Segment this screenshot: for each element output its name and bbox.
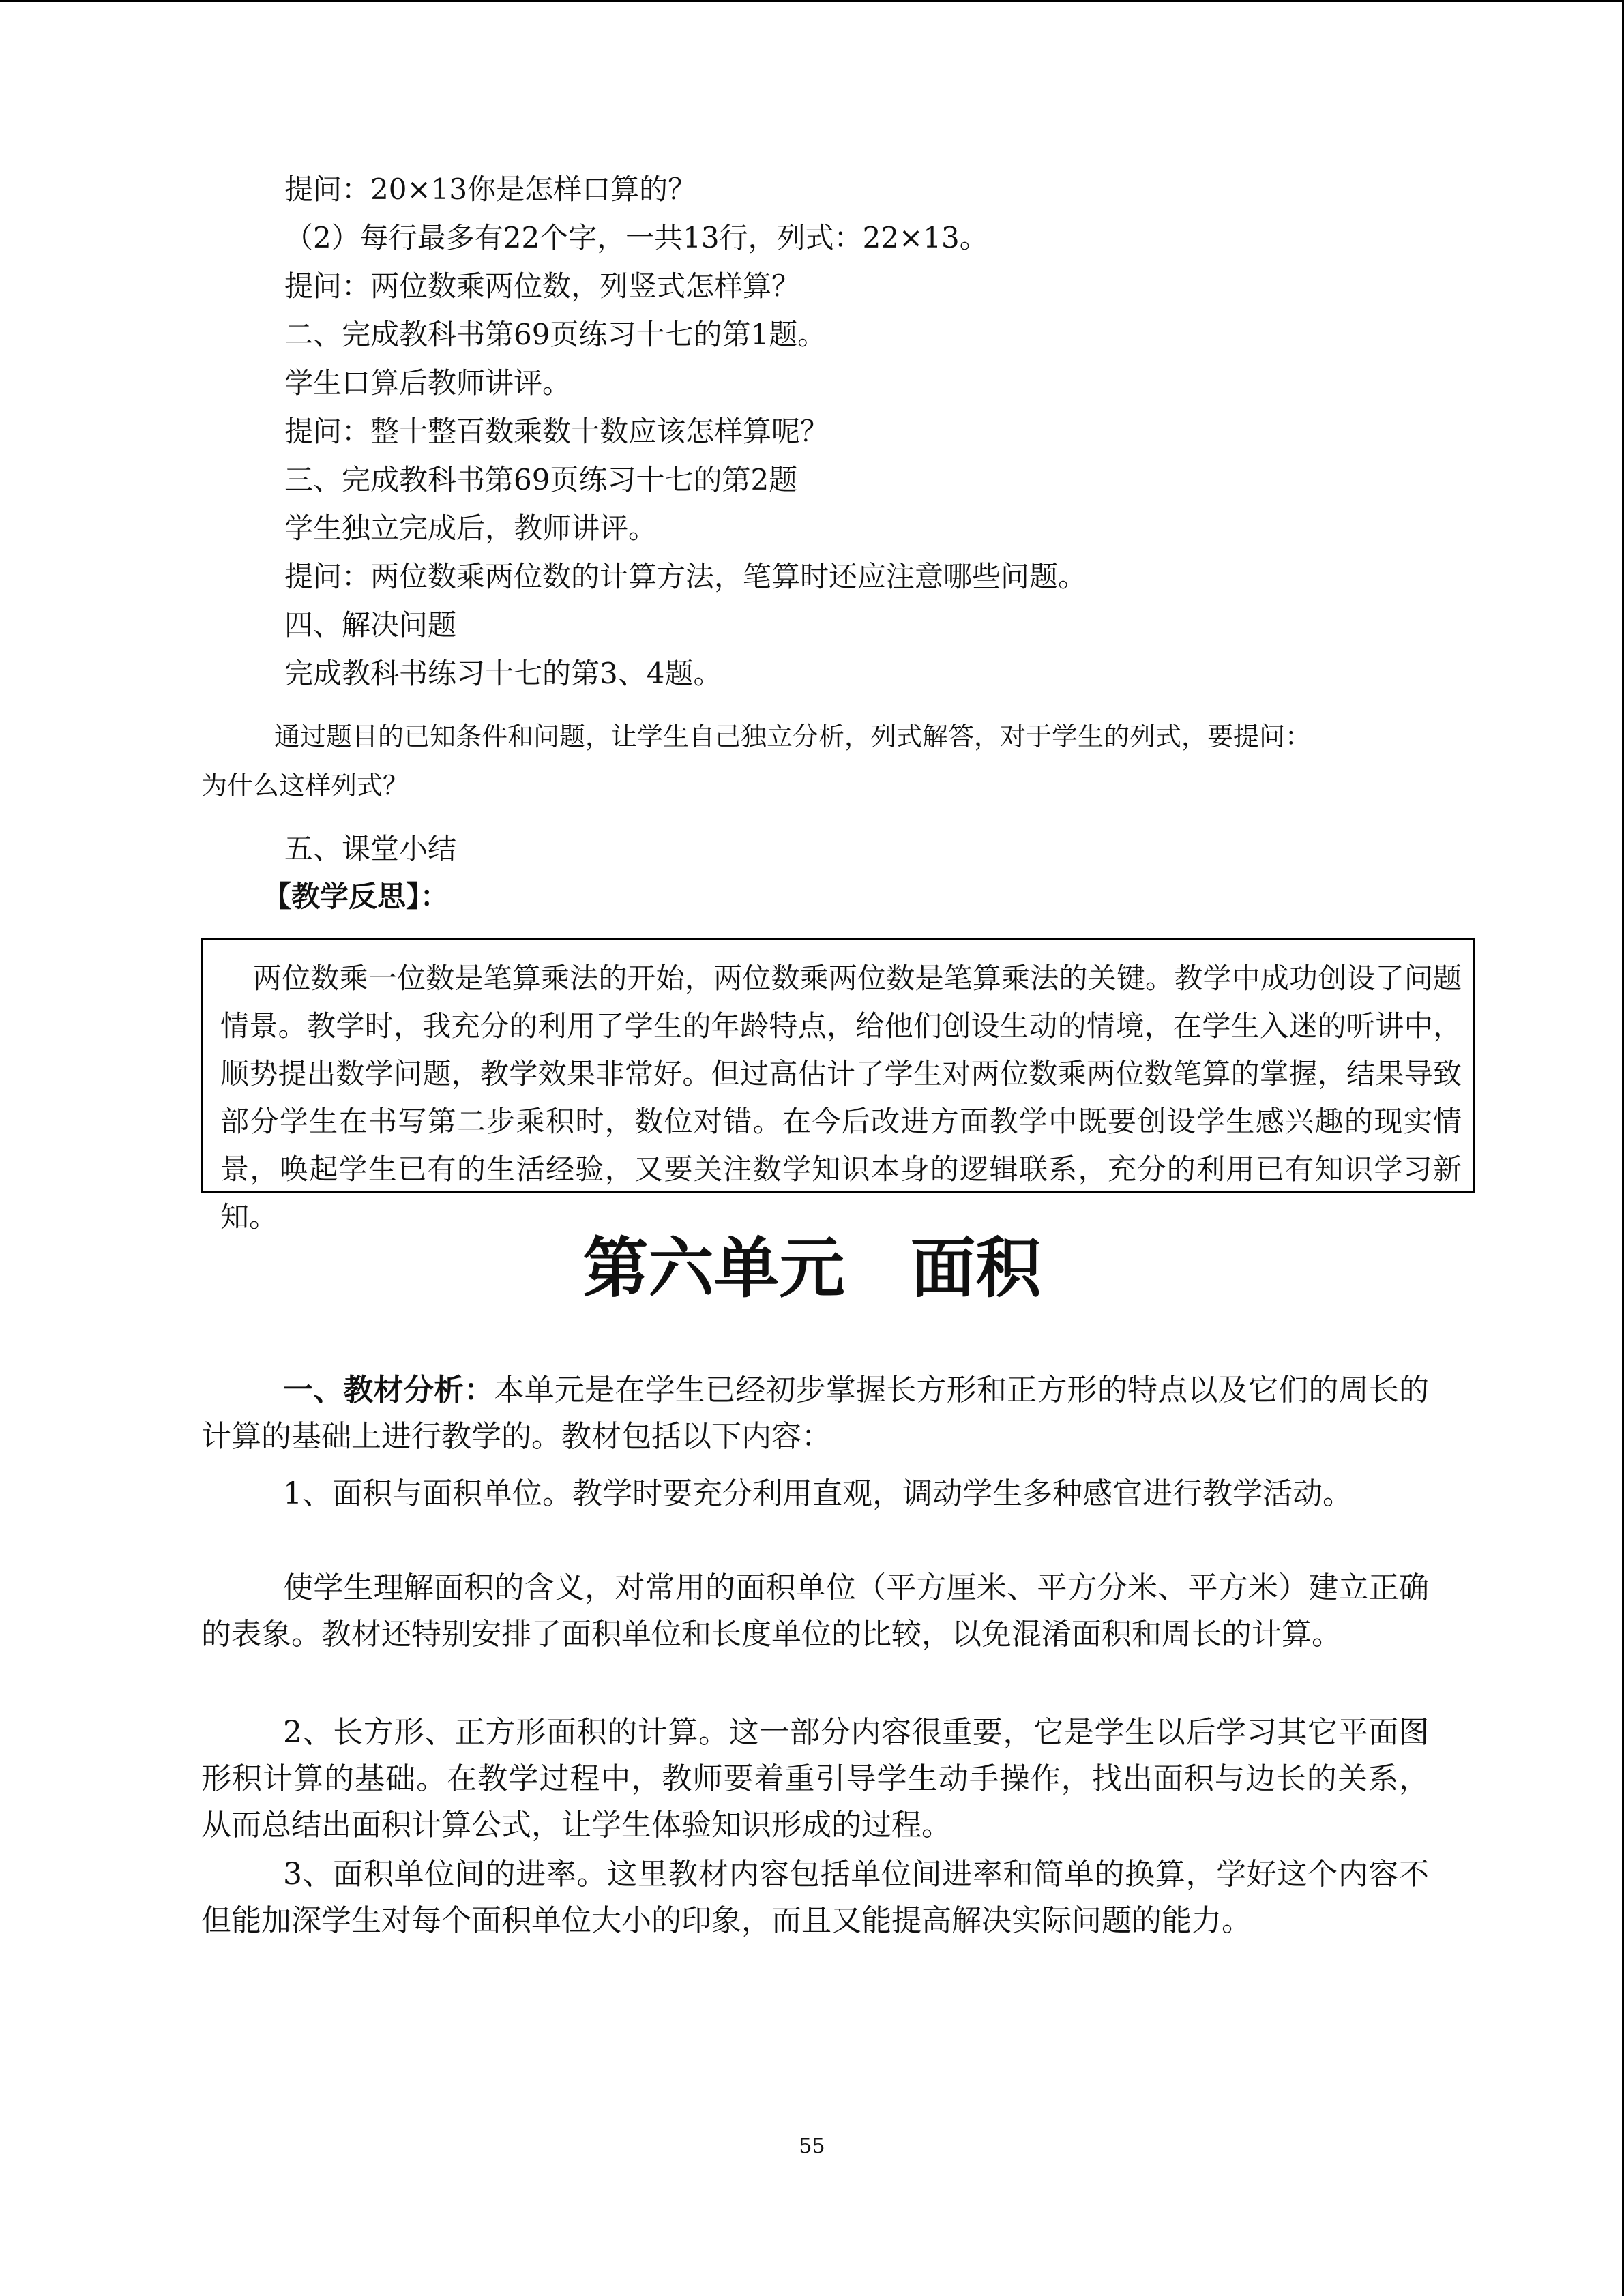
page-top-border — [0, 0, 1624, 2]
analysis-label: 一、教材分析： — [283, 1373, 494, 1407]
body-paragraph: 1、面积与面积单位。教学时要充分利用直观，调动学生多种感官进行教学活动。 — [283, 1476, 1353, 1511]
text-line: 学生口算后教师讲评。 — [284, 366, 572, 400]
text-line: 完成教科书练习十七的第3、4题。 — [284, 657, 722, 690]
page-number: 55 — [799, 2134, 825, 2158]
unit-title: 第六单元 面积 — [582, 1230, 1042, 1307]
reflection-text: 两位数乘一位数是笔算乘法的开始，两位数乘两位数是笔算乘法的关键。教学中成功创设了问题情景。教学时，我充分的利用了学生的年龄特点，给他们创设生动的情境，在学生入迷的听讲中，顺势提出数学问题，教学效果非常好。但过高估计了学生对两位数乘两位数笔算的掌握，结果导致部分学生在书写第二步乘积时，数位对错。在今后改进方面教学中既要创设学生感兴趣的现实情景，唤起学生已有的生活经验，又要关注数学知识本身的逻辑联系，充分的利用已有知识学习新知。 — [220, 961, 1462, 1234]
reflection-heading: 【教学反思】： — [263, 880, 449, 913]
body-paragraph: 2、长方形、正方形面积的计算。这一部分内容很重要，它是学生以后学习其它平面图形积计算的基础。在教学过程中，教师要着重引导学生动手操作，找出面积与边长的关系，从而总结出面积计算公式，让学生体验知识形成的过程。 — [201, 1715, 1429, 1843]
question-line: 提问：整十整百数乘数十数应该怎样算呢？ — [284, 415, 829, 448]
summary-heading: 五、课堂小结 — [284, 832, 457, 865]
body-paragraph: 3、面积单位间的进率。这里教材内容包括单位间进率和简单的换算，学好这个内容不但能加深学生对每个面积单位大小的印象，而且又能提高解决实际问题的能力。 — [201, 1857, 1429, 1938]
reflection-box — [201, 938, 1475, 1234]
text-line: 学生独立完成后，教师讲评。 — [284, 511, 658, 545]
note-line-2: 为什么这样列式？ — [201, 771, 409, 801]
question-line: 提问：两位数乘两位数的计算方法，笔算时还应注意哪些问题。 — [284, 560, 1087, 593]
body-paragraph: 使学生理解面积的含义，对常用的面积单位（平方厘米、平方分米、平方米）建立正确的表象。教材还特别安排了面积单位和长度单位的比较，以免混淆面积和周长的计算。 — [201, 1570, 1429, 1652]
note-line-1: 通过题目的已知条件和问题，让学生自己独立分析，列式解答，对于学生的列式，要提问： — [274, 721, 1312, 751]
exercise-line: 三、完成教科书第69页练习十七的第2题 — [284, 463, 798, 496]
method-line: （2）每行最多有22个字，一共13行，列式：22×13。 — [284, 221, 988, 254]
question-line: 提问：20×13你是怎样口算的？ — [284, 173, 697, 206]
analysis-text: 本单元是在学生已经初步掌握长方形和正方形的特点以及它们的周长的计算的基础上进行教学的。教材包括以下内容： — [201, 1373, 1429, 1454]
section-heading: 四、解决问题 — [284, 608, 457, 642]
analysis-paragraph — [201, 1367, 1429, 1460]
question-line: 提问：两位数乘两位数，列竖式怎样算？ — [284, 269, 801, 303]
exercise-line: 二、完成教科书第69页练习十七的第1题。 — [284, 318, 827, 351]
